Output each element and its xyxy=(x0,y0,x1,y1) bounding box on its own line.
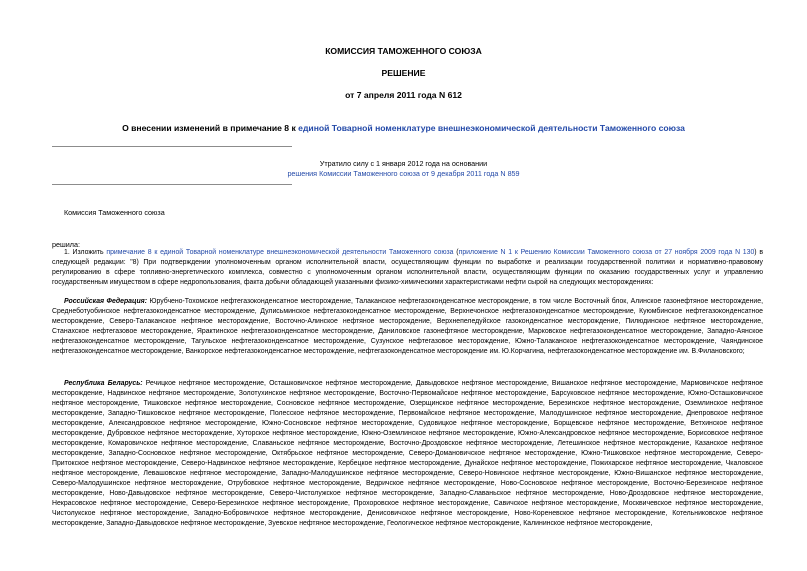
paragraph-item-1 xyxy=(52,248,763,290)
decided-label: решила: xyxy=(52,240,80,249)
status-note-text: Утратило силу с 1 января 2012 года на основании xyxy=(319,159,488,168)
item1-text-b: ( xyxy=(453,249,459,256)
item1-link-appendix[interactable]: приложение N 1 к Решению Комиссии Таможенного союза от 27 ноября 2009 года N 130 xyxy=(458,249,755,256)
belarus-fields-list: Речицкое нефтяное месторождение, Осташковичское нефтяное месторождение, Давыдовское нефтяное месторождение, Вишанское нефтяное месторождение, Мармовичское нефтяное месторождение, Надвинское нефтяное месторождение, Золотухинское нефтяное месторождение, Восточно-Первомайское нефтяное месторождение, Барсуковское нефтяное месторождение, Южно-Осташковичское нефтяное месторождение, Тишковское нефтяное месторождение, Сосновское нефтяное месторождение, Озерщинское нефтяное месторождение, Березинское нефтяное месторождение, Оземлинское нефтяное месторождение, Западно-Тишковское нефтяное месторождение, Полесское нефтяное месторождение, Первомайское нефтяное месторождение, Малодушинское нефтяное месторождение, Днепровское нефтяное месторождение, Александровское нефтяное месторождение, Южно-Сосновское нефтяное месторождение, Судовицкое нефтяное месторождение, Борщевское нефтяное месторождение, Ветхинское нефтяное месторождение, Дубровское нефтяное месторождение, Хуторское нефтяное месторождение, Южно-Оземлинское нефтяное месторождение, Южно-Александровское нефтяное месторождение, Борисовское нефтяное месторождение, Комаровичское нефтяное месторождение, Славаньское нефтяное месторождение, Восточно-Дроздовское нефтяное месторождение, Летешинское нефтяное месторождение, Казанское нефтяное месторождение, Западно-Сосновское нефтяное месторождение, Октябрьское нефтяное месторождение, Северо-Домановичское нефтяное месторождение, Южно-Тишковское нефтяное месторождение, Северо-Притокское нефтяное месторождение, Северо-Надвинское нефтяное месторождение, Кербецкое нефтяное месторождение, Дунайское нефтяное месторождение, Пожихарское нефтяное месторождение, Чкаловское нефтяное месторождение, Левашовское нефтяное месторождение, Западно-Малодушинское нефтяное месторождение, Северо-Новинское нефтяное месторождение, Южно-Вишанское нефтяное месторождение, Северо-Малодушинское нефтяное месторождение, Отрубовское нефтяное месторождение, Ведричское нефтяное месторождение, Ново-Сосновское нефтяное месторождение, Восточно-Березинское нефтяное месторождение, Ново-Давыдовское нефтяное месторождение, Северо-Чистолужское нефтяное месторождение, Западно-Славаньское нефтяное месторождение, Ново-Дроздовское нефтяное месторождение, Некрасовское нефтяное месторождение, Северо-Березинское нефтяное месторождение, Прохоровское нефтяное месторождение, Савичское нефтяное месторождение, Москвичевское нефтяное месторождение, Чистолукское нефтяное месторождение, Западно-Бобровичское нефтяное месторождение, Денисовичское нефтяное месторождение, Ново-Кореневское нефтяное месторождение, Котельниковское нефтяное месторождение, Западно-Давыдовское нефтяное месторождение, Зуевское нефтяное месторождение, Геологическое нефтяное месторождение, Калининское нефтяное месторождение, xyxy=(52,380,763,527)
item1-link-note[interactable]: примечание 8 к единой Товарной номенклатуре внешнеэкономической деятельности Таможенного союза xyxy=(106,249,454,256)
issuing-body-title: КОМИССИЯ ТАМОЖЕННОГО СОЮЗА xyxy=(325,46,482,56)
subject-prefix: О внесении изменений в примечание 8 к xyxy=(122,123,299,133)
status-note xyxy=(0,159,807,179)
paragraph-belarus xyxy=(52,379,763,563)
document-subject xyxy=(0,123,807,133)
signer: Комиссия Таможенного союза xyxy=(64,208,165,217)
document-date-number: от 7 апреля 2011 года N 612 xyxy=(345,90,462,100)
belarus-label: Республика Беларусь: xyxy=(64,380,143,387)
divider-top xyxy=(52,146,292,147)
russia-label: Российская Федерация: xyxy=(64,298,148,305)
item1-text-c: ) в следующей редакции: "8) При подтверждении уполномоченным органом исполнительной власти, осуществляющим функции по выработке и реализации государственной политики и нормативно-правовому регулированию в сфере топливно-энергетического комплекса, совместно с уполномоченным органом исполнительной власти, осуществляющим функции по оказанию государственных услуг и управлению государственным имуществом в сфере недропользования, факта добычи обладающей указанными физико-химическими характеристиками нефти сырой на следующих месторождениях: xyxy=(52,249,763,286)
paragraph-russia xyxy=(52,297,763,369)
item1-text-a: 1. Изложить xyxy=(64,249,107,256)
document-type-title: РЕШЕНИЕ xyxy=(381,68,426,78)
status-note-link[interactable]: решения Комиссии Таможенного союза от 9 декабря 2011 года N 859 xyxy=(287,169,520,178)
subject-link[interactable]: единой Товарной номенклатуре внешнеэкономической деятельности Таможенного союза xyxy=(298,123,685,133)
divider-bottom xyxy=(52,184,292,185)
russia-fields-list: Юрубчено-Тохомское нефтегазоконденсатное месторождение, Талаканское нефтегазоконденсатное месторождение, в том числе Восточный блок, Алинское газонефтяное месторождение, Среднеботуобинское нефтегазоконденсатное месторождение, Дулисьминское нефтегазоконденсатное месторождение, Верхнечонское нефтегазоконденсатное месторождение, Куюмбинское нефтегазоконденсатное месторождение, Северо-Талаканское нефтяное месторождение, Восточно-Алинское нефтяное месторождение, Верхнепеледуйское газоконденсатное месторождение, Пилюдинское нефтяное месторождение, Станахское нефтегазовое месторождение, Ярактинское нефтегазоконденсатное месторождение, Даниловское газонефтяное месторождение, Марковское нефтегазоконденсатное месторождение, Западно-Аянское нефтегазоконденсатное месторождение, Тагульское нефтегазоконденсатное месторождение, Сузунское нефтегазовое месторождение, Южно-Талаканское нефтегазоконденсатное месторождение, Чаяндинское нефтегазоконденсатное месторождение, Ванкорское нефтегазоконденсатное месторождение, нефтегазоконденсатное месторождение им. Ю.Корчагина, нефтегазоконденсатное месторождение им. В.Филановского; xyxy=(52,298,763,355)
